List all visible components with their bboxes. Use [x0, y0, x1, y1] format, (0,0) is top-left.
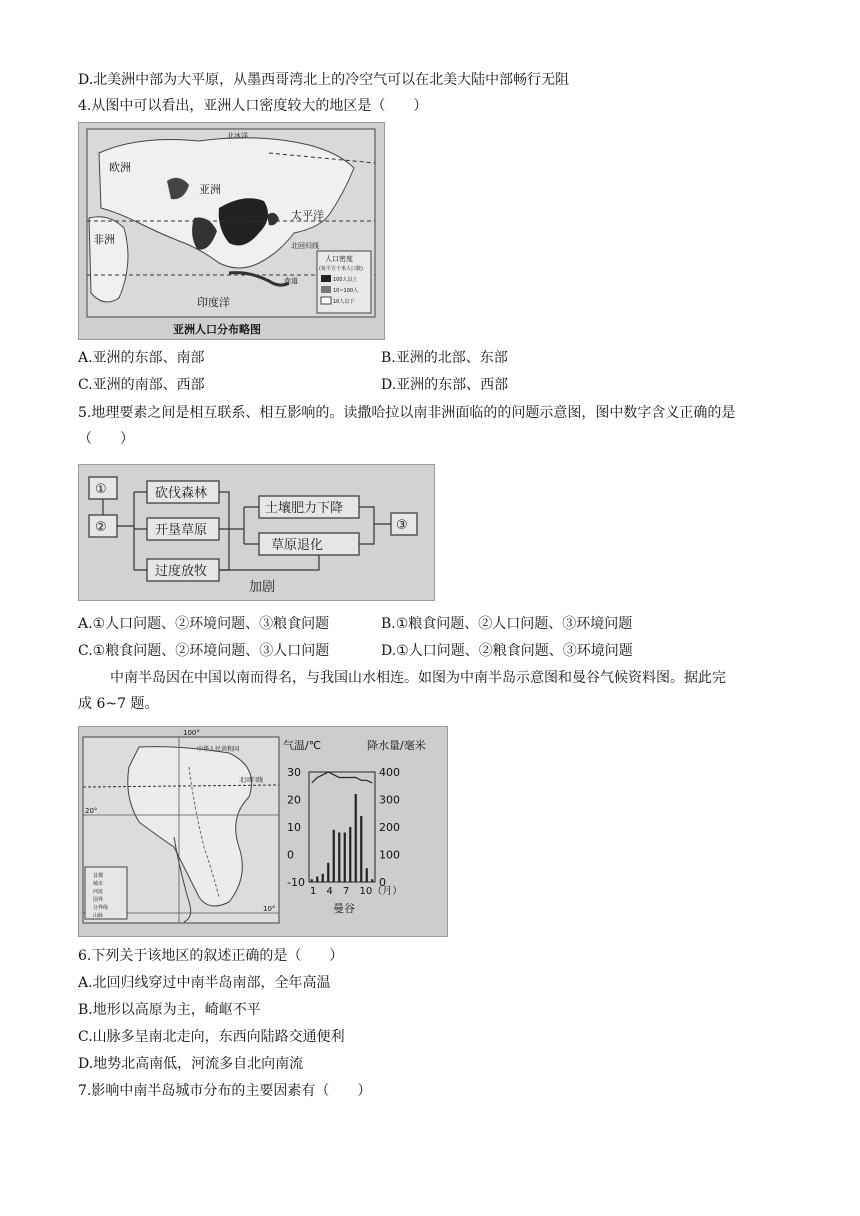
chart-city-label: 曼谷	[333, 902, 355, 915]
asia-population-map	[78, 122, 385, 340]
precip-bar	[355, 794, 357, 882]
legend-swatch-low	[321, 297, 331, 304]
box-overgrazing: 过度放牧	[155, 564, 208, 579]
africa-label: 非洲	[93, 233, 115, 246]
equator-label: 赤道	[284, 277, 298, 285]
box-grassland-degradation: 草原退化	[271, 538, 324, 553]
precip-tick-label: 300	[379, 793, 400, 807]
legend-river: 河流	[93, 889, 104, 895]
legend-boundary: 分界线	[93, 905, 109, 911]
precip-bar	[333, 830, 335, 882]
latitude-10-label: 10°	[263, 905, 276, 913]
q3-option-d: D.北美洲中部为大平原，从墨西哥湾北上的冷空气可以在北美大陆中部畅行无阻	[78, 72, 570, 88]
map-caption: 亚洲人口分布略图	[173, 323, 261, 336]
question-4: 4.从图中可以看出，亚洲人口密度较大的地区是（ ）	[78, 98, 428, 114]
latitude-20-label: 20°	[85, 807, 98, 815]
legend-title: 人口密度	[325, 255, 353, 263]
tropic-label-map: 北回归线	[239, 777, 264, 784]
intro-line-2: 成 6~7 题。	[78, 696, 159, 712]
precip-bar	[344, 833, 346, 883]
question-6: 6.下列关于该地区的叙述正确的是（ ）	[78, 948, 344, 964]
legend-mid: 10~100人	[333, 288, 359, 294]
q6-option-b[interactable]: B.地形以高原为主，崎岖不平	[78, 1002, 261, 1018]
precip-bar	[311, 879, 313, 882]
legend-unit: (每平方千米人口数)	[319, 266, 363, 272]
asia-label: 亚洲	[199, 183, 221, 196]
q4-option-b[interactable]: B.亚洲的北部、东部	[381, 350, 508, 366]
precip-bar	[371, 879, 373, 882]
q6-option-d[interactable]: D.地势北高南低，河流多自北向南流	[78, 1056, 304, 1072]
month-tick-label: 4	[326, 886, 333, 897]
q5-option-b[interactable]: B.①粮食问题、②人口问题、③环境问题	[381, 616, 633, 632]
node-1: ①	[95, 482, 107, 497]
temp-tick-label: -10	[287, 876, 305, 889]
question-5-bracket: （ ）	[78, 431, 134, 447]
arctic-label: 北冰洋	[227, 132, 248, 140]
q5-option-d[interactable]: D.①人口问题、②粮食问题、③环境问题	[381, 643, 633, 659]
q4-option-c[interactable]: C.亚洲的南部、西部	[78, 377, 205, 393]
map-legend-box	[85, 867, 127, 919]
precip-bar	[327, 863, 329, 882]
month-tick-label: 10（月）	[359, 886, 403, 897]
node-3: ③	[396, 518, 408, 533]
map-legend	[317, 251, 371, 313]
china-label: 中华人民共和国	[197, 746, 240, 753]
indian-ocean-label: 印度洋	[197, 296, 230, 309]
legend-swatch-high	[321, 275, 331, 282]
africa-problem-diagram	[78, 464, 435, 601]
precip-axis-title: 降水量/毫米	[367, 739, 426, 752]
pacific-label: 太平洋	[291, 209, 324, 222]
precip-bar	[316, 877, 318, 883]
intro-line-1: 中南半岛因在中国以南而得名，与我国山水相连。如图为中南半岛示意图和曼谷气候资料图。据此完	[110, 670, 726, 686]
q4-option-d[interactable]: D.亚洲的东部、西部	[381, 377, 509, 393]
q6-option-c[interactable]: C.山脉多呈南北走向，东西向陆路交通便利	[78, 1029, 345, 1045]
precip-bar	[366, 868, 368, 882]
precip-tick-label: 400	[379, 766, 400, 779]
temp-tick-label: 10	[287, 821, 301, 834]
tropic-label: 北回归线	[291, 242, 319, 250]
box-soil-fertility: 土壤肥力下降	[265, 501, 344, 516]
legend-mountain: 山脉	[93, 913, 104, 919]
precip-tick-label: 200	[379, 821, 400, 834]
legend-capital: 首都	[93, 873, 104, 879]
indochina-map	[83, 729, 279, 923]
q5-option-a[interactable]: A.①人口问题、②环境问题、③粮食问题	[78, 616, 330, 632]
longitude-100-label: 100°	[183, 729, 200, 737]
q4-option-a[interactable]: A.亚洲的东部、南部	[78, 350, 205, 366]
indochina-figure	[78, 726, 448, 937]
temp-tick-label: 20	[287, 793, 301, 807]
legend-swatch-mid	[321, 286, 331, 293]
month-tick-label: 1	[310, 886, 317, 897]
precip-bar	[338, 833, 340, 883]
legend-high: 100人以上	[333, 277, 358, 283]
precip-tick-label: 0	[379, 876, 386, 889]
temp-axis-title: 气温/℃	[283, 739, 322, 752]
intensify-label: 加剧	[249, 580, 276, 595]
temp-tick-label: 0	[287, 848, 294, 862]
legend-low: 10人以下	[333, 299, 355, 305]
precip-bar	[360, 816, 362, 882]
precip-bar	[349, 827, 351, 882]
q6-option-a[interactable]: A.北回归线穿过中南半岛南部，全年高温	[78, 975, 331, 991]
precip-tick-label: 100	[379, 848, 400, 862]
question-5: 5.地理要素之间是相互联系、相互影响的。读撒哈拉以南非洲面临的的问题示意图，图中数字含义正确的是	[78, 405, 736, 421]
legend-border: 国界	[93, 897, 104, 903]
node-2: ②	[95, 520, 107, 535]
question-7: 7.影响中南半岛城市分布的主要因素有（ ）	[78, 1083, 372, 1099]
temp-tick-label: 30	[287, 766, 301, 779]
box-reclaim-grassland: 开垦草原	[155, 523, 208, 538]
q5-option-c[interactable]: C.①粮食问题、②环境问题、③人口问题	[78, 643, 330, 659]
month-tick-label: 7	[343, 886, 350, 897]
precip-bar	[322, 874, 324, 882]
box-deforestation: 砍伐森林	[155, 486, 208, 501]
legend-city: 城市	[93, 881, 104, 887]
europe-label: 欧洲	[109, 161, 131, 174]
